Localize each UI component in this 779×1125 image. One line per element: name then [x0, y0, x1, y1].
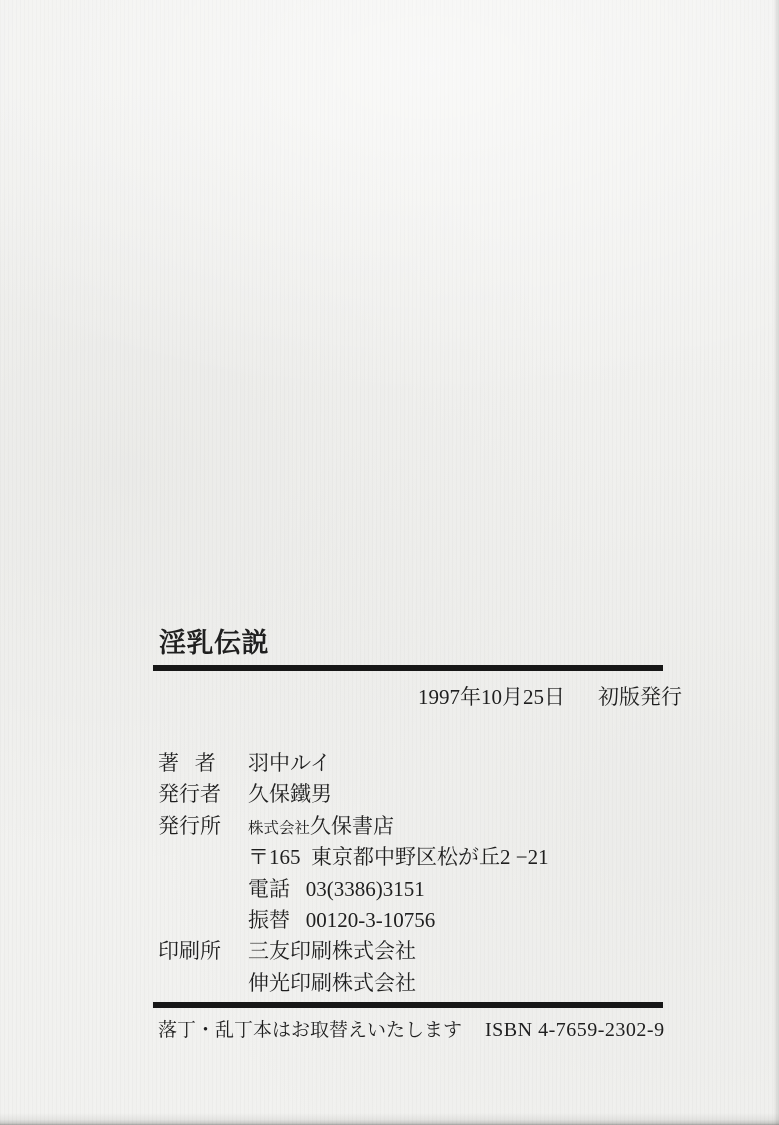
colophon-rows [153, 752, 663, 1003]
company-name: 久保書店 [310, 813, 395, 838]
isbn: ISBN 4-7659-2302-9 [485, 1019, 665, 1041]
footer-line [158, 1019, 665, 1042]
colophon-row-printer-1 [153, 940, 663, 971]
divider-bottom [153, 1002, 663, 1008]
colophon-block [153, 626, 682, 1003]
colophon-row-address [153, 846, 663, 877]
company-type-label: 株式会社 [248, 819, 311, 837]
publication-date: 1997年10月25日 [418, 685, 565, 709]
scan-edge-bottom-shadow [0, 1113, 779, 1125]
colophon-row-phone [153, 878, 663, 909]
row-label [158, 972, 248, 1003]
colophon-row-author [153, 752, 663, 783]
colophon-row-postal-transfer [153, 909, 663, 940]
row-label [158, 846, 248, 877]
divider-top [153, 665, 663, 671]
row-value: 伸光印刷株式会社 [248, 970, 416, 995]
row-label [158, 909, 248, 940]
row-value: 三友印刷株式会社 [248, 939, 416, 964]
row-label: 印刷所 [158, 939, 221, 964]
row-value: 振替 00120-3-10756 [248, 907, 436, 932]
reprint-notice: 落丁・乱丁本はお取替えいたします [158, 1020, 463, 1041]
row-value: 羽中ルイ [248, 751, 331, 775]
row-value: 〒165 東京都中野区松が丘2 −21 [248, 845, 549, 870]
colophon-row-publisher-company [153, 815, 663, 846]
book-title: 淫乳伝説 [159, 628, 269, 658]
edition-label: 初版発行 [598, 685, 682, 709]
row-label [158, 878, 248, 909]
row-label: 発行所 [158, 813, 221, 838]
colophon-row-printer-2 [153, 972, 663, 1003]
row-value [248, 815, 663, 846]
row-value: 電話 03(3386)3151 [248, 876, 425, 901]
row-label: 著 者 [158, 751, 216, 775]
publication-date-line [418, 685, 682, 709]
row-value: 久保鐵男 [248, 782, 332, 807]
scan-edge-right-shadow [773, 0, 779, 1125]
colophon-row-publisher-person [153, 783, 663, 814]
row-label: 発行者 [158, 782, 221, 807]
